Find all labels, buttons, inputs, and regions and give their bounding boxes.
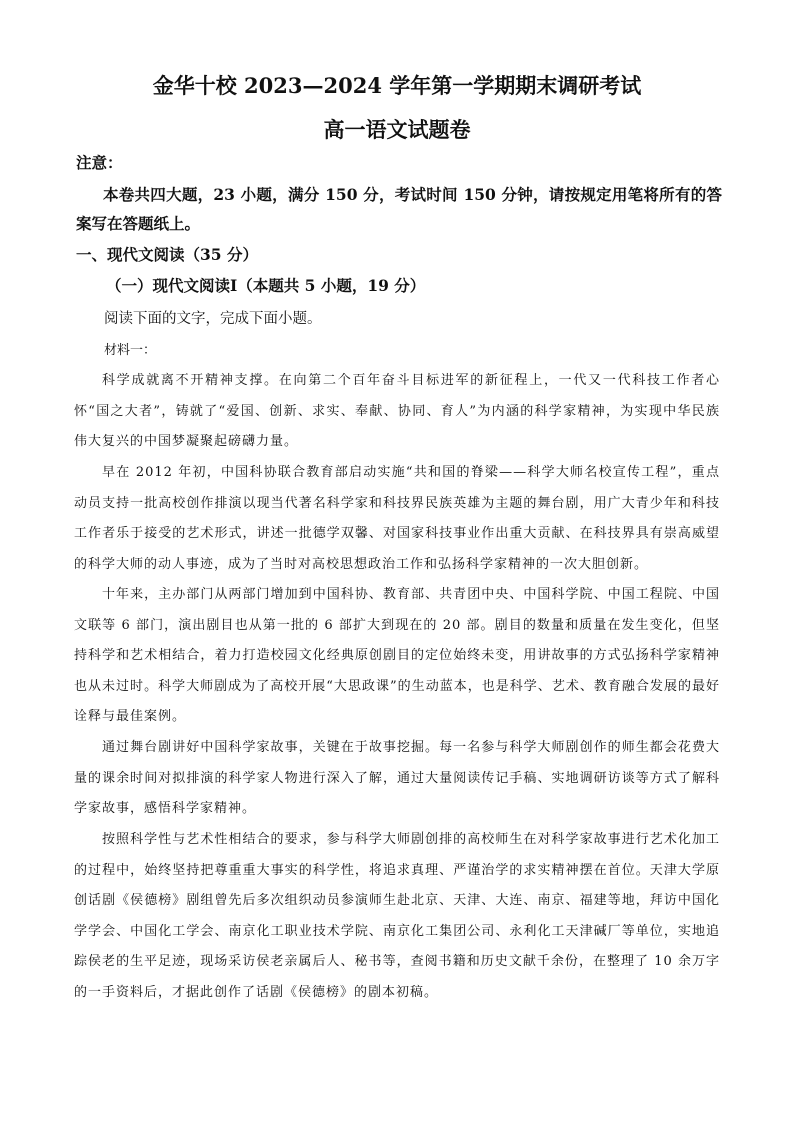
- paragraph-2: 早在 2012 年初，中国科协联合教育部启动实施“共和国的脊梁——科学大师名校宣传工程”，重点动员支持一批高校创作排演以现当代著名科学家和科技界民族英雄为主题的舞台剧，用广大青少年和科技工作者乐于接受的艺术形式，讲述一批德学双馨、对国家科技事业作出重大贡献、在科技界具有崇高威望的科学大师的动人事迹，成为了当时对高校思想政治工作和弘扬科学家精神的一次大胆创新。: [74, 465, 720, 572]
- paragraph-5: 按照科学性与艺术性相结合的要求，参与科学大师剧创排的高校师生在对科学家故事进行艺术化加工的过程中，始终坚持把尊重重大事实的科学性，将追求真理、严谨治学的求实精神摆在首位。天津大学原创话剧《侯德榜》剧组曾先后多次组织动员参演师生赴北京、天津、大连、南京、福建等地，拜访中国化学学会、中国化工学会、南京化工职业技术学院、南京化工集团公司、永利化工天津碱厂等单位，实地追踪侯老的生平足迹，现场采访侯老亲属后人、秘书等，查阅书籍和历史文献千余份，在整理了 10 余万字的一手资料后，才据此创作了话剧《侯德榜》的剧本初稿。: [74, 832, 720, 1000]
- exam-subtitle: 高一语文试题卷: [323, 117, 471, 142]
- reading-instruction: 阅读下面的文字，完成下面小题。: [104, 311, 322, 327]
- notice-label: 注意：: [76, 153, 123, 172]
- paragraph-3: 十年来，主办部门从两部门增加到中国科协、教育部、共青团中央、中国科学院、中国工程院、中国文联等 6 部门，演出剧目也从第一批的 6 部扩大到现在的 20 部。剧目的数量和质量在发生变化，但坚持科学和艺术相结合，着力打造校园文化经典原创剧目的定位始终未变，用讲故事的方式弘扬科学家精神也从未过时。科学大师剧成为了高校开展“大思政课”的生动蓝本，也是科学、艺术、教育融合发展的最好诠释与最佳案例。: [74, 587, 720, 724]
- subsection-heading: （一）现代文阅读Ⅰ（本题共 5 小题，19 分）: [106, 276, 426, 295]
- notice-body: 本卷共四大题，23 小题，满分 150 分，考试时间 150 分钟，请按规定用笔将所有的答案写在答题纸上。: [76, 185, 722, 233]
- material-label: 材料一：: [104, 343, 157, 358]
- exam-title: 金华十校 2023—2024 学年第一学期期末调研考试: [152, 73, 642, 98]
- section-heading: 一、现代文阅读（35 分）: [76, 245, 258, 264]
- paragraph-1: 科学成就离不开精神支撑。在向第二个百年奋斗目标进军的新征程上，一代又一代科技工作者心怀“国之大者”，铸就了“爱国、创新、求实、奉献、协同、育人”为内涵的科学家精神，为实现中华民族伟大复兴的中国梦凝聚起磅礴力量。: [74, 373, 720, 449]
- paragraph-4: 通过舞台剧讲好中国科学家故事，关键在于故事挖掘。每一名参与科学大师剧创作的师生都会花费大量的课余时间对拟排演的科学家人物进行深入了解，通过大量阅读传记手稿、实地调研访谈等方式了解科学家故事，感悟科学家精神。: [74, 740, 720, 816]
